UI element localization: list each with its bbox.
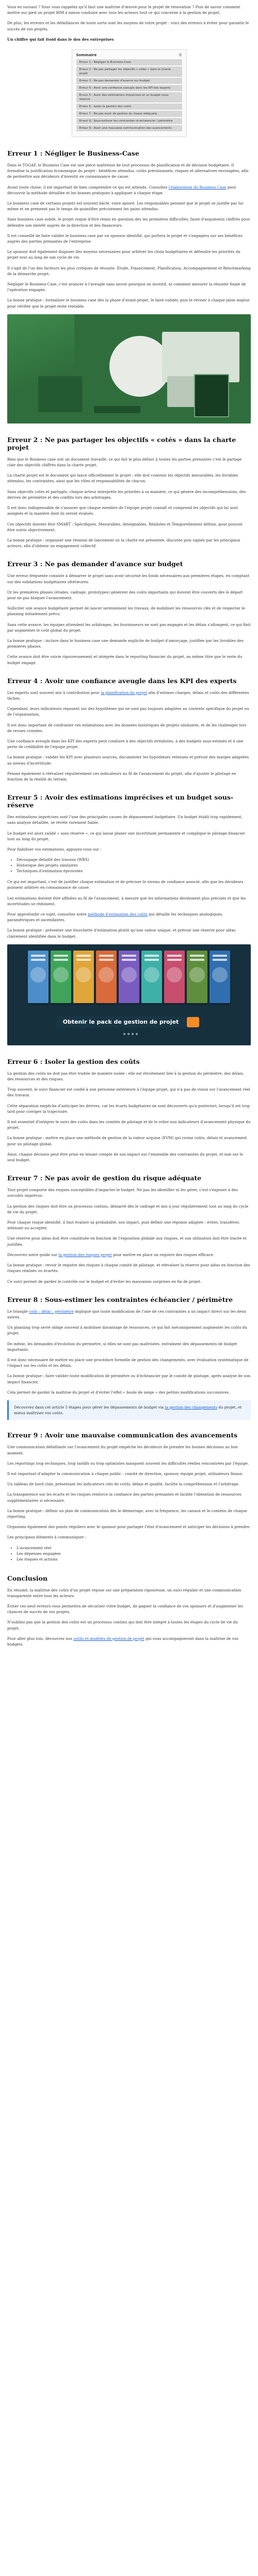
section-heading: Erreur 8 : Sous-estimer les contraintes échéancier / périmètre <box>7 1295 233 1303</box>
paragraph: Cette avance doit être suivie rigoureusement et intégrée dans le reporting financier du projet, au même titre que le reste du budget engagé. <box>7 654 243 665</box>
list-item: • Les risques et actions <box>17 1556 251 1562</box>
paragraph: Le budget est alors validé « sous réserve », ce qui laisse planer une incertitude permanente et complique le pilotage financier tout au long du projet. <box>7 831 245 841</box>
bullet-list <box>17 857 251 874</box>
paragraph: Il est conseillé de faire valider le business case par un sponsor identifié, qui portera le projet et s'engagera sur ses bénéfices auprès des parties prenantes de l'entreprise. <box>7 233 243 244</box>
paragraph: La bonne pratique : définir un plan de communication dès le démarrage, avec la fréquence, les canaux et le contenu de chaque reporting. <box>7 1508 247 1519</box>
paragraph: Il s'agit de l'un des facteurs les plus critiques de réussite. Étude, Financement, Planification, Accompagnement et Benchmarking de la démarche projet. <box>7 265 251 276</box>
paragraph: Pensez également à réévaluer régulièrement ces indicateurs au fil de l'avancement du projet, afin d'ajuster le pilotage en fonction de la réalité du terrain. <box>7 771 236 782</box>
toc-item[interactable]: Erreur 9 : Avoir une mauvaise communication des avancements <box>76 125 182 131</box>
intro-highlight: Un chiffre qui fait froid dans le dos des entreprises <box>7 37 114 42</box>
toc-item[interactable]: Erreur 2 : Ne pas partager les objectifs « cotés » dans la charte projet <box>76 66 182 77</box>
paragraph: La charte projet est le document qui lance officiellement le projet : elle doit contenir les objectifs mesurables, les livrables attendus, les contraintes, ainsi que les rôles et responsabilités de chacun. <box>7 473 238 484</box>
paragraph: Dans le TOGAF, le Business Case est une pièce maîtresse de tout processus de planification et de décision budgétaire. Il formalise la justification économique du projet : bénéfices attendus, coûts prévisionnels, risques et alternatives envisagées, afin de permettre aux décideurs d'investir en connaissance de cause. <box>7 163 249 179</box>
list-item: • Historique des projets similaires <box>17 862 251 868</box>
paragraph: La bonne pratique : valider les KPI avec plusieurs sources, documenter les hypothèses retenues et prévoir des marges adaptées au niveau d'incertitude. <box>7 755 249 766</box>
book-cover-image <box>51 951 71 1003</box>
toc-item[interactable]: Erreur 5 : Avoir des estimations imprécises et un budget sous-réserve <box>76 92 182 103</box>
banner-tile <box>38 376 83 412</box>
paragraph: Ces objectifs doivent être SMART : Spécifiques, Mesurables, Atteignables, Réalistes et Temporellement définis, pour pouvoir être suivis objectivement. <box>7 521 243 532</box>
cta-badge <box>187 1017 199 1027</box>
toc-title: Sommaire <box>76 53 97 58</box>
cta-button[interactable]: Obtenir le pack de gestion de projet <box>56 1016 185 1028</box>
toc-item[interactable]: Erreur 7 : Ne pas avoir de gestion du risque adéquate <box>76 111 182 117</box>
inline-link[interactable]: l'élaboration du Business Case <box>168 184 227 190</box>
paragraph: Sans cette avance, les équipes attendent les arbitrages, les fournisseurs ne sont pas engagés et les délais s'allongent, ce qui finit par augmenter le coût global du projet. <box>7 622 251 633</box>
paragraph: Ce suivi permet de garder le contrôle sur le budget et d'éviter les mauvaises surprises en fin de projet. <box>7 1279 202 1284</box>
paragraph: Trop souvent, le suivi financier est confié à une personne extérieure à l'équipe projet, qui n'a pas de vision sur l'avancement réel des travaux. <box>7 1087 250 1098</box>
paragraph: Tout projet comporte des risques susceptibles d'impacter le budget. Ne pas les identifier ni les gérer, c'est s'exposer à des surcoûts imprévus. <box>7 1188 238 1198</box>
book-cover-image <box>194 374 229 417</box>
paragraph: Pour fiabiliser vos estimations, appuyez-vous sur : <box>7 847 102 852</box>
paragraph: Avant toute chose, il est important de bien comprendre ce qui est attendu. Consultez l'élaboration du Business Case pour découvrir la méthode détaillée et les bonnes pratiques à appliquer à chaque étape. <box>7 184 236 195</box>
toc-item[interactable]: Erreur 6 : Isoler la gestion des coûts <box>76 104 182 110</box>
book-cover-image <box>141 951 162 1003</box>
paragraph: Il est important d'adapter la communication à chaque public : comité de direction, sponsor, équipe projet, utilisateurs finaux. <box>7 1471 244 1476</box>
paragraph: Les principaux éléments à communiquer : <box>7 1535 87 1540</box>
book-cover-image <box>28 951 49 1003</box>
list-item: • Techniques d'estimation éprouvées <box>17 868 251 874</box>
toc-item[interactable]: Erreur 1 : Négliger le Business-Case <box>76 59 182 65</box>
paragraph: Éviter ces neuf erreurs vous permettra de sécuriser votre budget, de gagner la confiance de vos sponsors et d'augmenter les chances de succès de vos projets. <box>7 1603 244 1615</box>
inline-link[interactable]: la gestion des changements <box>165 1404 217 1410</box>
note-text: Découvrez dans cet article 5 étapes pour gérer les dépassements de budget via la gestion des changements du projet, et mieux maîtriser vos coûts. <box>14 1404 242 1416</box>
section-heading: Erreur 1 : Négliger le Business-Case <box>7 149 139 158</box>
section-heading: Erreur 2 : Ne pas partager les objectifs « cotés » dans la charte projet <box>7 435 236 451</box>
paragraph: Bien que le Business case soit un document travaillé, ce qui fait le plus défaut à toutes les parties prenantes c'est le partage clair des objectifs chiffrés dans la charte projet. <box>7 456 242 468</box>
paragraph: Négliger le Business-Case, c'est avancer à l'aveugle sans savoir pourquoi on investit, ni comment mesurer la réussite finale de l'opération engagée. <box>7 282 246 293</box>
paragraph: La transparence sur les écarts et les risques renforce la confiance des parties prenantes et facilite l'obtention de ressources supplémentaires si nécessaire. <box>7 1492 241 1503</box>
banner-disc <box>109 336 170 397</box>
inline-link[interactable]: la planification du projet <box>101 690 148 695</box>
paragraph: Une erreur fréquente consiste à démarrer le projet sans avoir sécurisé les fonds nécessaires aux premières étapes, en comptant sur des validations budgétaires ultérieures. <box>7 573 250 584</box>
paragraph: Or les premières phases (études, cadrage, prototypes) génèrent des coûts importants qui doivent être couverts dès le départ pour ne pas bloquer l'avancement. <box>7 589 243 600</box>
section-heading: Erreur 5 : Avoir des estimations imprécises et un budget sous-réserve <box>7 793 234 809</box>
table-of-contents <box>72 49 187 137</box>
paragraph: Ce qui est important, c'est de justifier chaque estimation et de préciser le niveau de confiance associé, afin que les décideurs puissent arbitrer en connaissance de cause. <box>7 879 244 890</box>
list-item: • L'avancement réel <box>17 1545 251 1551</box>
paragraph: Il est essentiel d'intégrer le suivi des coûts dans les comités de pilotage et de le relier aux indicateurs d'avancement physique du projet. <box>7 1120 251 1130</box>
book-cover-image <box>164 951 185 1003</box>
inline-link[interactable]: la gestion des risques projet <box>58 1252 112 1257</box>
section-heading: Erreur 7 : Ne pas avoir de gestion du risque adéquate <box>7 1174 202 1182</box>
paragraph: Un tableau de bord clair, présentant les indicateurs clés de coûts, délais et qualité, facilite la compréhension et l'arbitrage. <box>7 1482 239 1487</box>
paragraph: Il est donc nécessaire de mettre en place une procédure formelle de gestion des changements, avec évaluation systématique de l'impact sur les coûts et les délais. <box>7 1357 249 1368</box>
paragraph: La bonne pratique : présenter une fourchette d'estimation plutôt qu'une valeur unique, et prévoir une réserve pour aléas clairement identifiée dans le budget. <box>7 928 236 939</box>
carousel-dots[interactable] <box>123 1033 138 1035</box>
toc-item[interactable]: Erreur 3 : Ne pas demander d'avance sur budget <box>76 78 182 84</box>
book-cover-image <box>96 951 117 1003</box>
paragraph: La gestion des risques doit être un processus continu, démarré dès le cadrage et mis à jour régulièrement tout au long du cycle de vie du projet. <box>7 1204 249 1214</box>
book-cover-image <box>209 951 230 1003</box>
paragraph: En résumé, la maîtrise des coûts d'un projet repose sur une préparation rigoureuse, un suivi régulier et une communication transparente entre tous les acteurs. <box>7 1587 241 1598</box>
list-item: • Découpage détaillé des travaux (WBS) <box>17 857 251 862</box>
paragraph: Le sponsor doit également disposer des moyens nécessaires pour arbitrer les choix budgétaires et défendre les priorités du projet tout au long de son cycle de vie. <box>7 249 240 260</box>
toc-item[interactable]: Erreur 8 : Sous-estimer les contraintes ré-échéancier / périmètre <box>76 118 182 124</box>
paragraph: La bonne pratique : inclure dans le business case une demande explicite de budget d'amorçage, justifiée par les livrables des premières phases. <box>7 638 244 649</box>
paragraph: Solliciter une avance budgétaire permet de lancer sereinement les travaux, de mobiliser les ressources clés et de respecter le planning initialement prévu. <box>7 606 245 617</box>
inline-link[interactable]: coût – délai – périmètre <box>29 1309 74 1314</box>
paragraph: Le business case de certains projets est souvent bâclé, voire ignoré. Les responsables pensent que le projet se justifie par lui-même et ne prennent pas le temps de quantifier précisément les gains attendus. <box>7 201 245 212</box>
inline-link[interactable]: méthode d'estimation des coûts <box>88 912 148 917</box>
paragraph: Des estimations imprécises sont l'une des principales causes de dépassement budgétaire. Un budget établi trop rapidement, sans analyse détaillée, se révèle rarement fiable. <box>7 815 243 825</box>
paragraph: Une confiance aveugle dans les KPI des experts peut conduire à des objectifs irréalistes, à des budgets sous-estimés et à une perte de crédibilité de l'équipe projet. <box>7 738 244 750</box>
paragraph: Les experts sont souvent mis à contribution pour la planification du projet afin d'estimer charges, délais et coûts des différentes tâches. <box>7 690 249 701</box>
toc-item[interactable]: Erreur 4 : Avoir une confiance aveugle dans les KPI des experts <box>76 85 182 91</box>
paragraph: La bonne pratique : revoir le registre des risques à chaque comité de pilotage, et réévaluer la réserve pour aléas en fonction des risques réalisés ou écartés. <box>7 1263 250 1274</box>
book-cover-image <box>73 951 94 1003</box>
paragraph: La bonne pratique : mettre en place une méthode de gestion de la valeur acquise (EVM) qui croise coûts, délais et avancement pour un pilotage global. <box>7 1136 247 1146</box>
paragraph: Les reportings trop techniques, trop tardifs ou trop optimistes masquent souvent les difficultés réelles rencontrées par l'équipe. <box>7 1461 249 1466</box>
bullet-list <box>17 1545 251 1562</box>
promo-banner[interactable] <box>7 314 251 423</box>
pack-banner[interactable] <box>7 944 251 1045</box>
list-item: • Les dépenses engagées <box>17 1551 251 1556</box>
intro-paragraph: Vous en sursaut ? Vous vous rappelez qu'il faut une maîtrise d'œuvre pour le projet de rénovation ? Puis de savoir comment mettre sur pied un projet BIM à mieux conduire avec tous les acteurs tout ce qui concerne à la gestion de projet. <box>7 5 240 15</box>
paragraph: Les estimations doivent être affinées au fil de l'avancement, à mesure que les informations deviennent plus précises et que les incertitudes se réduisent. <box>7 895 246 906</box>
paragraph: N'oubliez pas que la gestion des coûts est un processus continu qui doit être intégré à toutes les étapes du cycle de vie du projet. <box>7 1620 238 1631</box>
highlight-note <box>7 1400 251 1420</box>
toc-toggle-icon[interactable]: ☰ <box>179 53 182 58</box>
paragraph: Découvrez notre guide sur la gestion des risques projet pour mettre en place un registre des risques efficace. <box>7 1252 214 1257</box>
paragraph: Sans objectifs cotés et partagés, chaque acteur interprète les priorités à sa manière, ce qui génère des incompréhensions, des dérives de périmètre et des conflits lors des arbitrages. <box>7 489 246 500</box>
paragraph: La bonne pratique : faire valider toute modification de périmètre ou d'échéancier par le comité de pilotage, après analyse de son impact financier. <box>7 1374 251 1384</box>
banner-button[interactable] <box>94 406 140 413</box>
paragraph: Une communication défaillante sur l'avancement du projet empêche les décideurs de prendre les bonnes décisions au bon moment. <box>7 1445 238 1455</box>
section-heading: Erreur 3 : Ne pas demander d'avance sur budget <box>7 560 183 568</box>
book-cover-image <box>187 951 207 1003</box>
paragraph: Pour approfondir ce sujet, consultez notre méthode d'estimation des coûts qui détaille les techniques analogiques, paramétriques et ascendantes. <box>7 912 223 923</box>
paragraph: La bonne pratique : organiser une réunion de lancement où la charte est présentée, discutée puis signée par les principaux acteurs, afin d'obtenir un engagement collectif. <box>7 537 240 549</box>
paragraph: Ainsi, chaque décision peut être prise en tenant compte de son impact sur l'ensemble des contraintes du projet, et non sur le seul budget. <box>7 1151 244 1163</box>
paragraph: La bonne pratique : formaliser le business case dès la phase d'avant-projet, le faire valider, puis le réviser à chaque jalon majeur pour vérifier que le projet reste rentable. <box>7 298 250 309</box>
paragraph: Sans business case solide, le projet risque d'être remis en question dès les premières difficultés, faute d'arguments chiffrés pour défendre son intérêt auprès de la direction et des financeurs. <box>7 217 250 228</box>
paragraph: Cela permet de garder la maîtrise du projet et d'éviter l'effet « boule de neige » des petites modifications successives. <box>7 1389 230 1395</box>
paragraph: Il est donc indispensable de s'assurer que chaque membre de l'équipe projet connaît et comprend les objectifs qui lui sont assignés et la manière dont ils seront évalués. <box>7 505 238 516</box>
paragraph: Organisez également des points réguliers avec le sponsor pour partager l'état d'avancement et anticiper les décisions à prendre. <box>7 1524 251 1530</box>
paragraph: La gestion des coûts ne doit pas être traitée de manière isolée : elle est étroitement liée à la gestion du périmètre, des délais, des ressources et des risques. <box>7 1071 244 1082</box>
paragraph: Le triangle coût – délai – périmètre implique que toute modification de l'une de ces contraintes a un impact direct sur les deux autres. <box>7 1309 246 1319</box>
paragraph: Cependant, leurs indicateurs reposent sur des hypothèses qui ne sont pas toujours adaptées au contexte spécifique du projet ou de l'organisation. <box>7 706 249 717</box>
paragraph: Un planning trop serré oblige souvent à mobiliser davantage de ressources, ce qui fait mécaniquement augmenter les coûts du projet. <box>7 1325 247 1336</box>
paragraph: De même, les demandes d'évolution du périmètre, si elles ne sont pas maîtrisées, entraînent des dépassements de budget importants. <box>7 1341 237 1352</box>
section-heading: Erreur 6 : Isoler la gestion des coûts <box>7 1057 140 1065</box>
paragraph: Une réserve pour aléas doit être constituée en fonction de l'exposition globale aux risques, et son utilisation doit être tracée et justifiée. <box>7 1236 247 1247</box>
section-heading: Conclusion <box>7 1574 48 1582</box>
paragraph: Pour aller plus loin, découvrez nos outils et modèles de gestion de projet qui vous accompagneront dans la maîtrise de vos budgets. <box>7 1636 238 1647</box>
paragraph: Pour chaque risque identifié, il faut évaluer sa probabilité, son impact, puis définir une réponse adaptée : éviter, transférer, atténuer ou accepter. <box>7 1220 240 1231</box>
section-heading: Erreur 9 : Avoir une mauvaise communication des avancements <box>7 1431 238 1439</box>
toc-header <box>76 53 182 57</box>
intro-paragraph: De plus, les erreurs et les défaillances de toute sorte sont les moyens de votre projet : voici des erreurs à éviter pour garantir le succès de vos projets. <box>7 21 249 31</box>
paragraph: Cette séparation empêche d'anticiper les dérives, car les écarts budgétaires ne sont découverts qu'a posteriori, lorsqu'il est trop tard pour corriger la trajectoire. <box>7 1103 250 1114</box>
book-row <box>25 951 233 1006</box>
paragraph: Il est donc important de confronter ces estimations avec les données historiques de projets similaires, et de les challenger lors de revues croisées. <box>7 722 247 733</box>
book-cover-image <box>119 951 139 1003</box>
section-heading: Erreur 4 : Avoir une confiance aveugle dans les KPI des experts <box>7 676 237 685</box>
inline-link[interactable]: outils et modèles de gestion de projet <box>73 1636 144 1641</box>
